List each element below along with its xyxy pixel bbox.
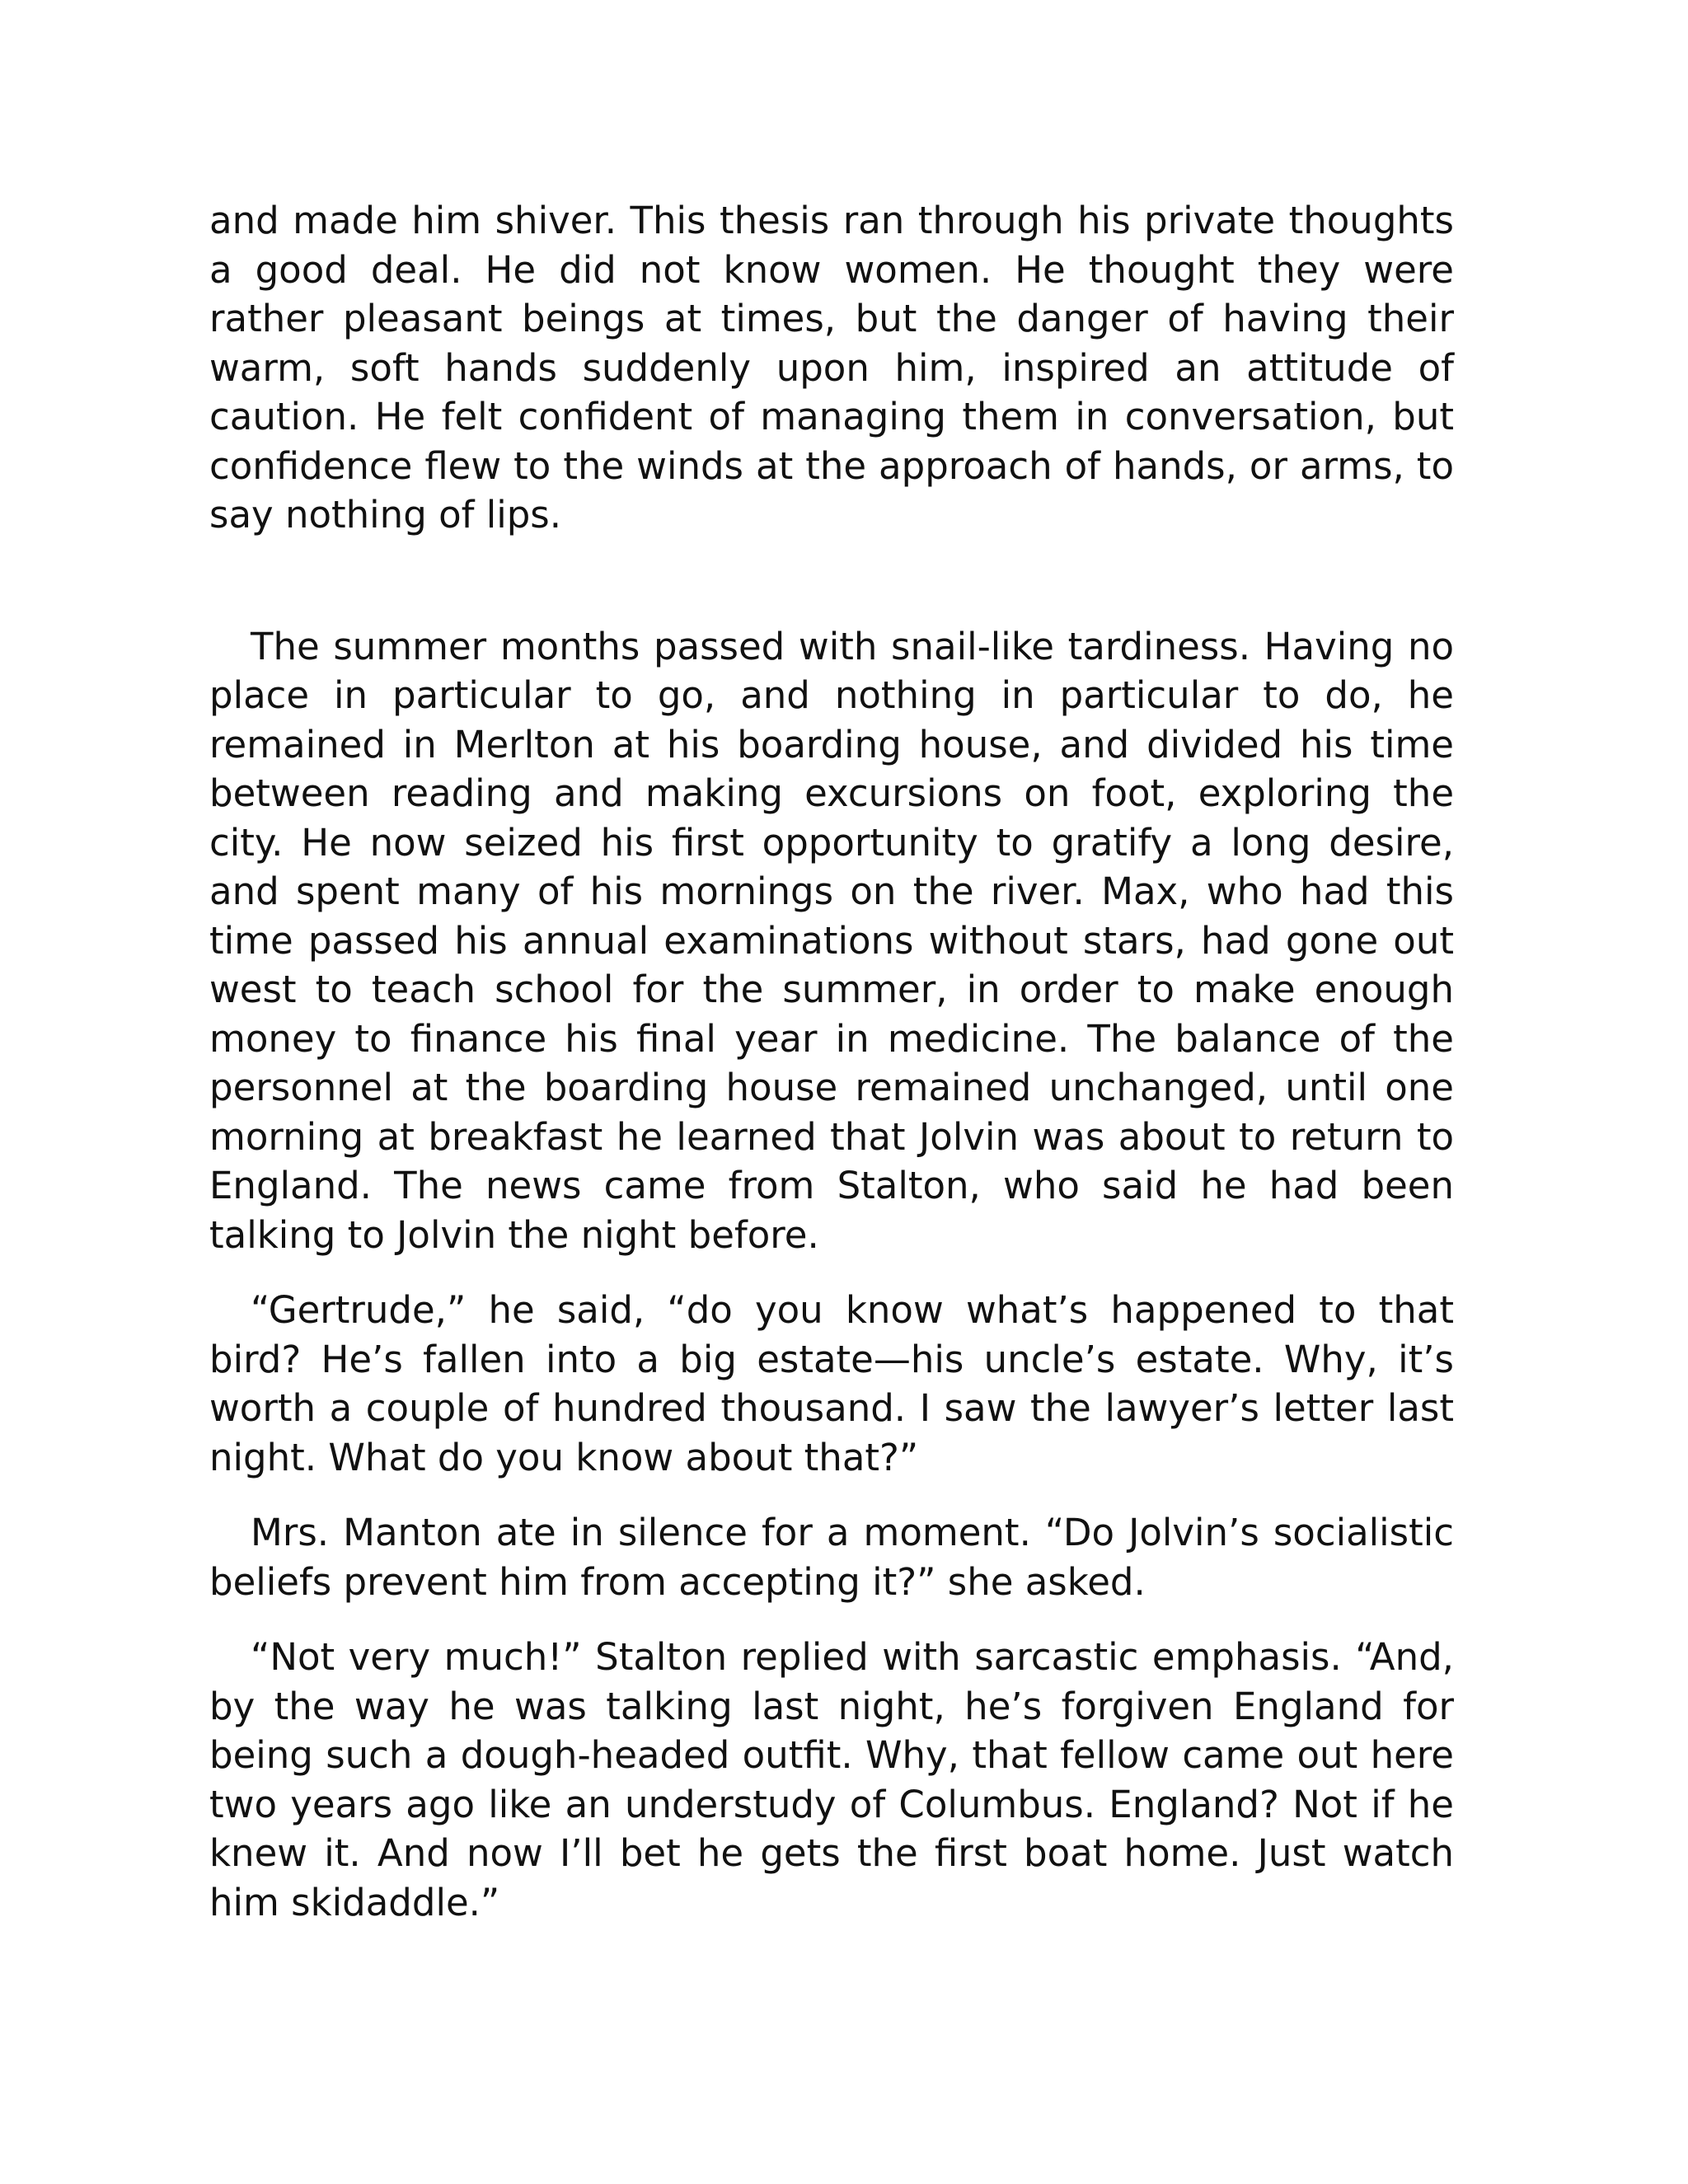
paragraph-summer-months: The summer months passed with snail-like tardiness. Having no place in particular to go, and nothing in particular to do, he remained in Merlton at his boarding house, and divided his time between reading and making excursions on foot, exploring the city. He now seized his first opportunity to gratify a long desire, and spent many of his mornings on the river. Max, who had this time passed his annual examinations without stars, had gone out west to teach school for the summer, in order to make enough money to finance his final year in medicine. The balance of the personnel at the boarding house remained unchanged, until one morning at breakfast he learned that Jolvin was about to return to England. The news came from Stalton, who said he had been talking to Jolvin the night before. [209,624,1454,1257]
paragraph-gertrude-dialogue: “Gertrude,” he said, “do you know what’s happened to that bird? He’s fallen into a big estate—his uncle’s estate. Why, it’s worth a couple of hundred thousand. I saw the lawyer’s letter last night. What do you know about that?” [209,1288,1454,1479]
paragraph-mrs-manton: Mrs. Manton ate in silence for a moment. “Do Jolvin’s socialistic beliefs prevent him from accepting it?” she asked. [209,1511,1454,1604]
document-page [209,196,1454,1927]
paragraph-stalton-reply: “Not very much!” Stalton replied with sarcastic emphasis. “And, by the way he was talking last night, he’s forgiven England for being such a dough-headed outfit. Why, that fellow came out here two years ago like an understudy of Columbus. England? Not if he knew it. And now I’ll bet he gets the first boat home. Just watch him skidaddle.” [209,1635,1454,1924]
paragraph-continuation: and made him shiver. This thesis ran through his private thoughts a good deal. He did not know women. He thought they were rather pleasant beings at times, but the danger of having their warm, soft hands suddenly upon him, inspired an attitude of caution. He felt confident of managing them in conversation, but confidence flew to the winds at the approach of hands, or arms, to say nothing of lips. [209,199,1454,537]
